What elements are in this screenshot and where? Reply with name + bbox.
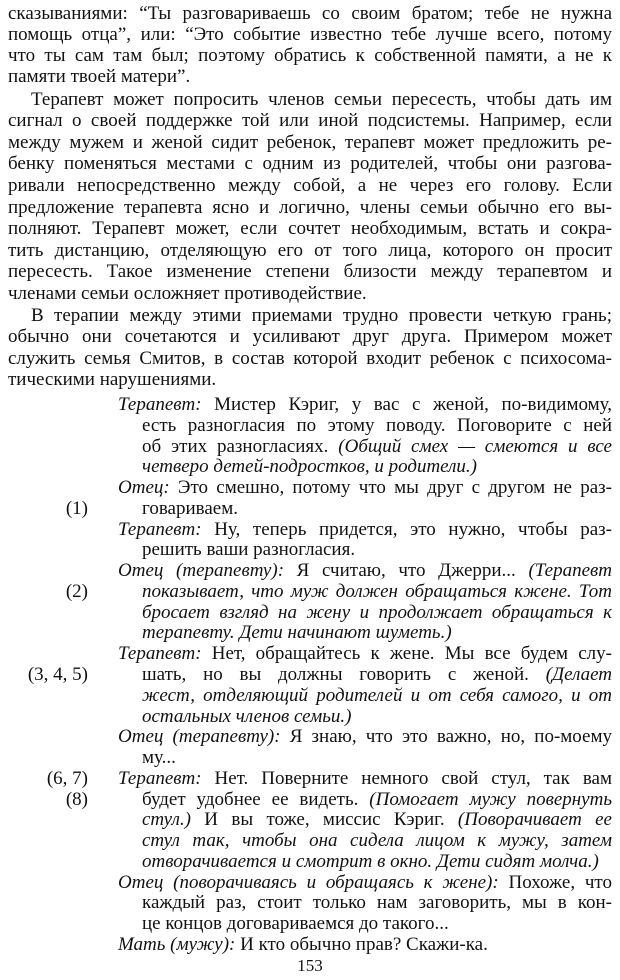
text-line: предложение терапевта ясно и логично, члены семьи обычно его вы- xyxy=(8,197,612,218)
dialogue-line xyxy=(118,477,612,498)
dialogue-text: шать, но вы должны говорить с женой. xyxy=(142,664,546,685)
text-line: сигнал о своей поддержке той или иной подсистемы. Например, если xyxy=(8,110,612,131)
stage-direction: отворачивается и смотрит в окно. Дети сидят молча.) xyxy=(142,851,599,872)
stage-direction: жест, отделяющий родителей и от себя самого, и от xyxy=(142,685,612,706)
text-line: Терапевт может попросить членов семьи пересесть, чтобы дать им xyxy=(31,89,612,110)
dialogue-line xyxy=(142,789,612,810)
dialogue-text: Я считаю, что Джерри... xyxy=(284,560,529,581)
stage-direction: (Терапевт xyxy=(528,560,612,581)
margin-note: (6, 7) xyxy=(46,768,88,789)
dialogue-line xyxy=(142,851,612,872)
text-line: В терапии между этими приемами трудно провести четкую грань; xyxy=(31,305,612,326)
dialogue-line xyxy=(118,768,612,789)
dialogue-text: И кто обычно прав? Скажи-ка. xyxy=(235,934,488,955)
dialogue-line xyxy=(118,560,612,581)
dialogue-text: Нет. Поверните немного свой стул, так вам xyxy=(201,768,612,789)
text-line: тить дистанцию, отделяющую его от того лица, которого он просит xyxy=(8,240,612,261)
stage-direction: терапевту. Дети начинают шуметь.) xyxy=(142,622,452,643)
text-line: сказываниями: “Ты разговариваешь со своим братом; тебе не нужна xyxy=(8,3,612,24)
dialogue-line xyxy=(142,685,612,706)
speaker-label: Отец (терапевту): xyxy=(118,726,281,747)
dialogue-line: есть разногласия по этому поводу. Поговорите с ней xyxy=(142,415,612,436)
dialogue-line xyxy=(118,872,612,893)
margin-note: (1) xyxy=(65,498,88,519)
text-line: тическими нарушениями. xyxy=(8,369,217,390)
speaker-label: Мать (мужу): xyxy=(118,934,236,955)
text-line: между мужем и женой сидит ребенок, терапевт может предложить ре- xyxy=(8,132,612,153)
stage-direction: стул.) xyxy=(142,809,191,830)
dialogue-text: Похоже, что xyxy=(498,872,612,893)
speaker-label: Отец (поворачиваясь и обращаясь к жене): xyxy=(118,872,499,893)
stage-direction: остальных членов семьи.) xyxy=(142,706,352,727)
stage-direction: (Поворачивает ее xyxy=(457,809,612,830)
dialogue-text: Я знаю, что это важно, но, по-моему xyxy=(280,726,612,747)
stage-direction: стул так, чтобы она сидела лицом к мужу, затем xyxy=(142,830,612,851)
margin-note: (8) xyxy=(65,789,88,810)
text-line: что ты сам там был; поэтому обратись к собственной памяти, а не к xyxy=(8,45,612,66)
stage-direction: (Делает xyxy=(545,664,612,685)
text-line: обычно они сочетаются и усиливают друг друга. Примером может xyxy=(8,326,612,347)
dialogue-line xyxy=(118,643,612,664)
stage-direction: показывает, что муж должен обращаться кжене. Тот xyxy=(142,581,612,602)
speaker-label: Терапевт: xyxy=(118,643,202,664)
page-number: 153 xyxy=(297,956,323,975)
dialogue-line xyxy=(142,809,612,830)
dialogue-line xyxy=(142,664,612,685)
dialogue-line xyxy=(142,706,612,727)
dialogue-line xyxy=(142,830,612,851)
dialogue-text: Нет, обращайтесь к жене. Мы все будем слу- xyxy=(201,643,612,664)
dialogue-line xyxy=(118,934,612,955)
dialogue-line xyxy=(118,519,612,540)
dialogue-line xyxy=(142,581,612,602)
speaker-label: Отец (терапевту): xyxy=(118,560,285,581)
dialogue-line xyxy=(142,436,612,457)
text-line: членами семьи осложняет противодействие. xyxy=(8,283,367,304)
dialogue-line: каждый раз, стоит только нам заговорить, мы в кон- xyxy=(142,892,612,913)
dialogue-text: Мистер Кэриг, у вас с женой, по-видимому, xyxy=(201,394,612,415)
text-line: ривали непосредственно между собой, а не через его голову. Если xyxy=(8,175,612,196)
text-line: пересесть. Такое изменение степени близости между терапевтом и xyxy=(8,261,612,282)
margin-note: (3, 4, 5) xyxy=(27,664,88,685)
text-line: служить семья Смитов, в состав которой входит ребенок с психосома- xyxy=(8,348,612,369)
dialogue-line xyxy=(142,602,612,623)
dialogue-text: Это смешно, потому что мы друг с другом не раз- xyxy=(169,477,612,498)
text-line: памяти твоей матери”. xyxy=(8,66,191,87)
dialogue-line xyxy=(118,394,612,415)
dialogue-line: му... xyxy=(142,747,176,768)
dialogue-line: говариваем. xyxy=(142,498,239,519)
dialogue-line xyxy=(142,622,612,643)
stage-direction: (Общий смех — смеются и все xyxy=(338,436,612,457)
dialogue-line xyxy=(118,726,612,747)
dialogue-line xyxy=(142,456,612,477)
dialogue-text: будет удобнее ее видеть. xyxy=(142,789,370,810)
speaker-label: Терапевт: xyxy=(118,519,202,540)
text-line: полняют. Терапевт может, если сочтет необходимым, встать и сокра- xyxy=(8,218,612,239)
dialogue-text: Ну, теперь придется, это нужно, чтобы раз- xyxy=(201,519,612,540)
speaker-label: Терапевт: xyxy=(118,394,202,415)
stage-direction: (Помогает мужу повернуть xyxy=(369,789,612,810)
dialogue-text: об этих разногласиях. xyxy=(142,436,339,457)
text-line: бенку поменяться местами с одним из родителей, чтобы они разгова- xyxy=(8,153,612,174)
dialogue-text: И вы тоже, миссис Кэриг. xyxy=(190,809,458,830)
speaker-label: Отец: xyxy=(118,477,170,498)
margin-note: (2) xyxy=(65,581,88,602)
stage-direction: четверо детей-подростков, и родители.) xyxy=(142,456,477,477)
stage-direction: бросает взгляд на жену и продолжает обращаться к xyxy=(142,602,612,623)
dialogue-line: це концов договариваемся до такого... xyxy=(142,913,449,934)
dialogue-line: решить ваши разногласия. xyxy=(142,539,356,560)
text-line: помощь отца”, или: “Это событие известно тебе лучше всего, потому xyxy=(8,24,612,45)
speaker-label: Терапевт: xyxy=(118,768,202,789)
